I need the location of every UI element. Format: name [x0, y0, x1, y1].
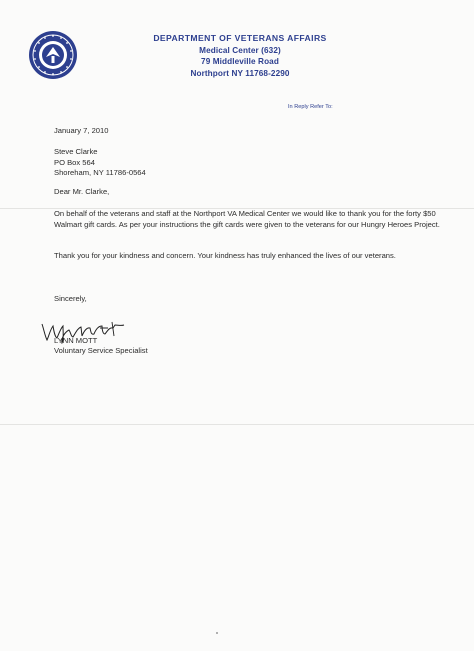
recipient-name: Steve Clarke — [54, 147, 98, 156]
street-address: 79 Middleville Road — [201, 57, 279, 67]
signer-name: LYNN MOTT — [54, 336, 98, 345]
body-paragraph-1: On behalf of the veterans and staff at the Northport VA Medical Center we would like to thank you for the forty $50 Walmart gift cards. As per your instructions the gift cards were given to the veterans for our Hungry Heroes Project. — [54, 209, 440, 229]
letterhead — [140, 33, 340, 79]
va-seal-icon — [28, 30, 78, 80]
letter-date: January 7, 2010 — [54, 126, 109, 135]
recipient-address — [54, 147, 454, 179]
signer-title: Voluntary Service Specialist — [54, 346, 148, 355]
closing: Sincerely, — [54, 294, 87, 303]
scan-speck — [216, 632, 218, 634]
department-name: DEPARTMENT OF VETERANS AFFAIRS — [153, 33, 327, 43]
recipient-line2: Shoreham, NY 11786-0564 — [54, 168, 146, 178]
recipient-line1: PO Box 564 — [54, 157, 95, 167]
facility-name: Medical Center (632) — [199, 45, 281, 55]
reply-reference: In Reply Refer To: — [288, 104, 333, 110]
scan-artifact-line — [0, 208, 474, 209]
scan-artifact-line — [0, 424, 474, 425]
city-address: Northport NY 11768-2290 — [190, 68, 290, 78]
body-paragraph-2: Thank you for your kindness and concern. Your kindness has truly enhanced the lives of our veterans. — [54, 251, 396, 260]
salutation: Dear Mr. Clarke, — [54, 187, 110, 196]
